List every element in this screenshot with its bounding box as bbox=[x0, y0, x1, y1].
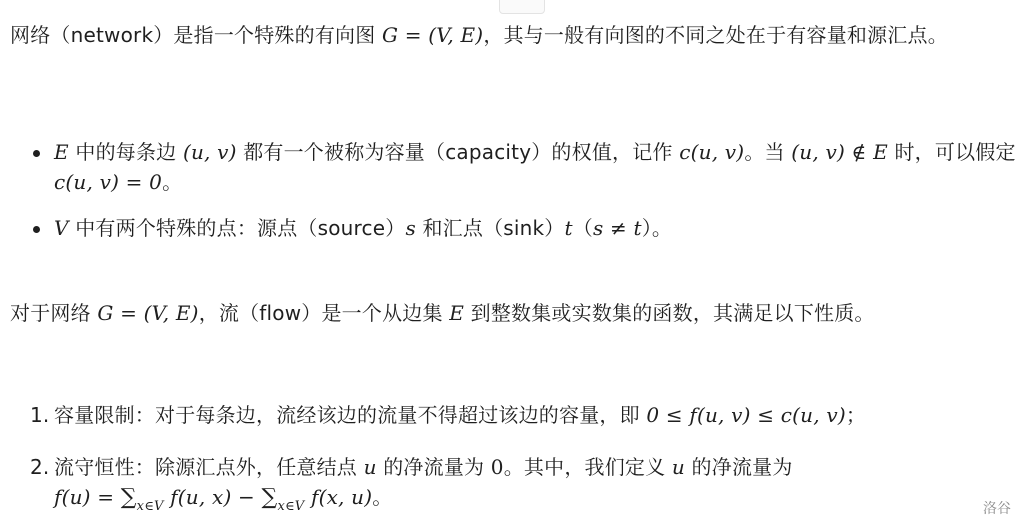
step-number: 1. bbox=[30, 403, 50, 427]
text: 时，可以假定 bbox=[887, 140, 1016, 164]
intro-text-a: 网络（network）是指一个特殊的有向图 bbox=[10, 23, 382, 47]
collapse-tab[interactable] bbox=[499, 0, 545, 14]
text: 到整数集或实数集的函数，其满足以下性质。 bbox=[464, 301, 875, 325]
math-cuv: c(u, v) bbox=[679, 140, 745, 164]
flow-definition-paragraph bbox=[10, 298, 1000, 328]
sum-subscript: x∈V bbox=[277, 499, 305, 514]
text: 的净流量为 bbox=[376, 455, 491, 479]
text: ，流（flow）是一个从边集 bbox=[198, 301, 450, 325]
text: 。当 bbox=[744, 140, 792, 164]
math-s-neq-t: s ≠ t bbox=[592, 216, 642, 240]
text: 对于网络 bbox=[10, 301, 98, 325]
step-capacity-constraint bbox=[10, 400, 1017, 430]
text: 中的每条边 bbox=[68, 140, 183, 164]
text: ； bbox=[845, 403, 867, 427]
text: 都有一个被称为容量（capacity）的权值，记作 bbox=[236, 140, 680, 164]
content-page bbox=[10, 0, 1017, 532]
text: 。其中，我们定义 bbox=[503, 455, 672, 479]
math-capacity-bound: 0 ≤ f(u, v) ≤ c(u, v) bbox=[646, 403, 846, 427]
brand-watermark: 洛谷 bbox=[983, 501, 1011, 517]
sum-symbol: ∑ bbox=[261, 485, 278, 510]
math-e: E bbox=[449, 301, 465, 325]
math-zero: 0 bbox=[490, 455, 504, 479]
math-t: t bbox=[564, 216, 573, 240]
math-net-flow-rhs: f(x, u) bbox=[304, 485, 373, 509]
math-uv: (u, v) bbox=[182, 140, 237, 164]
bullet-item-source-sink bbox=[10, 213, 1017, 243]
bullet-list bbox=[10, 137, 1017, 243]
math-uv-notin-e: (u, v) ∉ E bbox=[791, 140, 888, 164]
text: 的净流量为 bbox=[684, 455, 793, 479]
text: 容量限制：对于每条边，流经该边的流量不得超过该边的容量，即 bbox=[54, 403, 647, 427]
text: 和汇点（sink） bbox=[415, 216, 565, 240]
math-e: E bbox=[54, 140, 69, 164]
math-net-flow-lhs: f(u) = bbox=[54, 485, 121, 509]
math-net-flow-mid: f(u, x) − bbox=[163, 485, 262, 509]
math-u: u bbox=[363, 455, 377, 479]
intro-math-graph: G = (V, E) bbox=[381, 23, 484, 47]
math-cuv-zero: c(u, v) = 0 bbox=[54, 170, 163, 194]
text: 中有两个特殊的点：源点（source） bbox=[68, 216, 406, 240]
text: 。 bbox=[162, 170, 183, 194]
math-u: u bbox=[671, 455, 685, 479]
math-graph: G = (V, E) bbox=[97, 301, 199, 325]
bullet-item-capacity bbox=[10, 137, 1017, 197]
sum-subscript: x∈V bbox=[136, 499, 164, 514]
properties-list bbox=[10, 400, 1017, 522]
bullet-dot-icon bbox=[33, 150, 40, 157]
math-v: V bbox=[54, 216, 69, 240]
text: 流守恒性：除源汇点外，任意结点 bbox=[54, 455, 364, 479]
step-flow-conservation bbox=[10, 452, 1017, 522]
intro-paragraph bbox=[10, 20, 1017, 50]
math-s: s bbox=[405, 216, 416, 240]
bullet-dot-icon bbox=[33, 226, 40, 233]
sum-symbol: ∑ bbox=[120, 485, 137, 510]
text: 。 bbox=[372, 485, 393, 509]
intro-text-b: ，其与一般有向图的不同之处在于有容量和源汇点。 bbox=[483, 23, 948, 47]
step-number: 2. bbox=[30, 455, 50, 479]
text: （ bbox=[572, 216, 593, 240]
text: ）。 bbox=[641, 216, 673, 240]
